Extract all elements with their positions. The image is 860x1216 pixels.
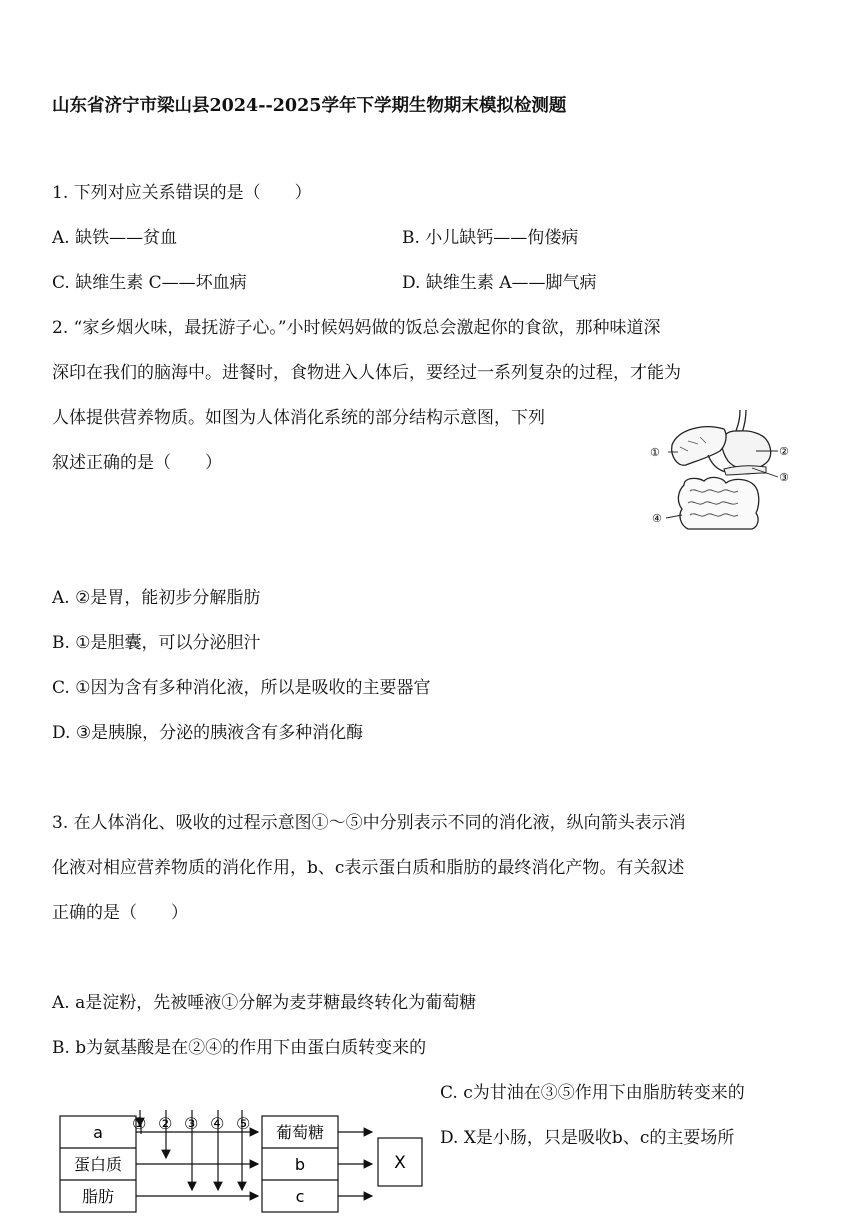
figure-label-2: ② (779, 445, 789, 458)
q2-stem-line4: 叙述正确的是（ ） (52, 453, 222, 473)
q2-stem-line1: 2. “家乡烟火味，最抚游子心。”小时候妈妈做的饭总会激起你的食欲，那种味道深 (52, 318, 661, 338)
juice-label-1: ① (132, 1114, 147, 1133)
figure-label-1: ① (650, 446, 660, 459)
intestine-shape (678, 477, 758, 529)
q2-option-a[interactable]: A. ②是胃，能初步分解脂肪 (52, 588, 261, 608)
q1-option-b[interactable]: B. 小儿缺钙——佝偻病 (402, 228, 579, 248)
stomach-shape (722, 431, 771, 469)
figure-label-3: ③ (779, 471, 789, 484)
page-title: 山东省济宁市梁山县2024--2025学年下学期生物期末模拟检测题 (52, 96, 567, 116)
q3-stem-line1: 3. 在人体消化、吸收的过程示意图①～⑤中分别表示不同的消化液，纵向箭头表示消 (52, 813, 686, 833)
q2-stem-line3: 人体提供营养物质。如图为人体消化系统的部分结构示意图，下列 (52, 408, 545, 428)
input-protein: 蛋白质 (73, 1155, 123, 1174)
q1-option-a[interactable]: A. 缺铁——贫血 (52, 228, 178, 248)
input-starch: a (93, 1123, 103, 1142)
q3-option-b[interactable]: B. b为氨基酸是在②④的作用下由蛋白质转变来的 (52, 1038, 427, 1058)
output-glucose: 葡萄糖 (275, 1123, 325, 1142)
q3-option-a[interactable]: A. a是淀粉，先被唾液①分解为麦芽糖最终转化为葡萄糖 (52, 993, 477, 1013)
q3-stem-line2: 化液对相应营养物质的消化作用，b、c表示蛋白质和脂肪的最终消化产物。有关叙述 (52, 858, 685, 878)
input-fat: 脂肪 (81, 1187, 115, 1206)
q1-option-d[interactable]: D. 缺维生素 A——脚气病 (402, 273, 597, 293)
q1-option-c[interactable]: C. 缺维生素 C——坏血病 (52, 273, 247, 293)
q3-option-c[interactable]: C. c为甘油在③⑤作用下由脂肪转变来的 (440, 1083, 745, 1103)
liver-shape (672, 427, 726, 466)
digestive-system-figure (648, 405, 798, 530)
q1-stem: 1. 下列对应关系错误的是（ ） (52, 183, 312, 203)
output-c: c (295, 1187, 305, 1206)
q2-option-c[interactable]: C. ①因为含有多种消化液，所以是吸收的主要器官 (52, 678, 431, 698)
q2-stem-line2: 深印在我们的脑海中。进餐时，食物进入人体后，要经过一系列复杂的过程，才能为 (52, 363, 681, 383)
organ-x-label: X (394, 1153, 406, 1173)
juice-label-3: ③ (184, 1114, 199, 1133)
q2-option-d[interactable]: D. ③是胰腺，分泌的胰液含有多种消化酶 (52, 723, 364, 743)
output-b: b (294, 1155, 306, 1174)
q2-option-b[interactable]: B. ①是胆囊，可以分泌胆汁 (52, 633, 261, 653)
juice-label-2: ② (158, 1114, 173, 1133)
figure-label-4: ④ (652, 512, 662, 525)
juice-label-4: ④ (210, 1114, 225, 1133)
q3-stem-line3: 正确的是（ ） (52, 903, 188, 923)
q3-option-d[interactable]: D. X是小肠，只是吸收b、c的主要场所 (440, 1128, 735, 1148)
juice-label-5: ⑤ (236, 1114, 251, 1133)
digestion-process-diagram (52, 1110, 432, 1216)
